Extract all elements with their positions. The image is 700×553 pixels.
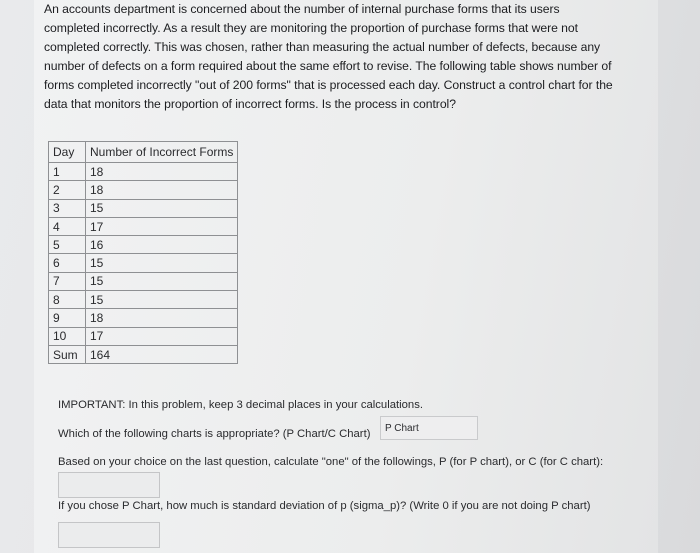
day-cell: 3 (49, 199, 86, 217)
count-cell: 17 (86, 327, 238, 345)
header-day: Day (49, 142, 86, 163)
question-sigma-p: If you chose P Chart, how much is standard deviation of p (sigma_p)? (Write 0 if you are not doing P chart) (58, 500, 591, 512)
day-cell: 2 (49, 181, 86, 199)
chart-type-answer-field[interactable]: P Chart (380, 416, 478, 440)
sum-label: Sum (49, 345, 86, 363)
count-cell: 15 (86, 254, 238, 272)
header-incorrect-forms: Number of Incorrect Forms (86, 142, 238, 163)
day-cell: 6 (49, 254, 86, 272)
count-cell: 16 (86, 236, 238, 254)
day-cell: 4 (49, 217, 86, 235)
count-cell: 15 (86, 272, 238, 290)
table-row (49, 236, 238, 254)
sigma-p-answer-field[interactable] (58, 522, 160, 548)
table-row (49, 309, 238, 327)
day-cell: 7 (49, 272, 86, 290)
data-table (48, 141, 238, 364)
day-cell: 9 (49, 309, 86, 327)
table-row (49, 163, 238, 181)
table-row (49, 181, 238, 199)
day-cell: 5 (49, 236, 86, 254)
table-row (49, 217, 238, 235)
sum-value: 164 (86, 345, 238, 363)
table-row (49, 254, 238, 272)
count-cell: 15 (86, 291, 238, 309)
question-calculate-p-or-c: Based on your choice on the last question, calculate "one" of the followings, P (for P chart), or C (for C chart): (58, 456, 604, 468)
p-or-c-answer-field[interactable] (58, 472, 160, 498)
count-cell: 17 (86, 217, 238, 235)
table-row (49, 199, 238, 217)
count-cell: 18 (86, 163, 238, 181)
table-header-row (49, 142, 238, 163)
count-cell: 18 (86, 181, 238, 199)
day-cell: 10 (49, 327, 86, 345)
table-row (49, 291, 238, 309)
day-cell: 1 (49, 163, 86, 181)
table-row (49, 327, 238, 345)
important-note: IMPORTANT: In this problem, keep 3 decimal places in your calculations. (58, 399, 424, 411)
count-cell: 18 (86, 309, 238, 327)
day-cell: 8 (49, 291, 86, 309)
table-sum-row (49, 345, 238, 363)
count-cell: 15 (86, 199, 238, 217)
question-chart-type: Which of the following charts is appropriate? (P Chart/C Chart) (58, 428, 371, 440)
table-row (49, 272, 238, 290)
problem-statement: An accounts department is concerned about the number of internal purchase forms that its users completed incorrectly. As a result they are monitoring the proportion of purchase forms that were not completed correctly. This was chosen, rather than measuring the actual number of defects, because any number of defects on a form required about the same effort to revise. The following table shows number of forms completed incorrectly "out of 200 forms" that is processed each day. Construct a control chart for the data that monitors the proportion of incorrect forms. Is the process in control? (44, 2, 613, 111)
